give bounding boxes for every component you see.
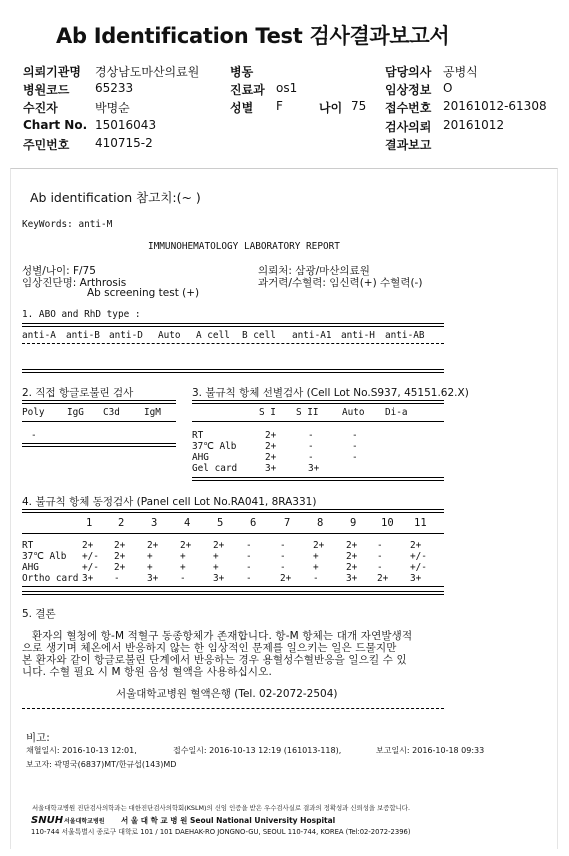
s4-rule-bottom-1 xyxy=(22,586,444,587)
hospital-label: 의뢰기관명 xyxy=(23,65,81,79)
s4-col: 9 xyxy=(350,517,357,529)
s2-rule-mid xyxy=(22,421,176,422)
s5-line: 본 환자와 같이 항글로불린 단계에서 반응하는 경우 용혈성수혈반응을 일으킬 수 있 xyxy=(22,654,407,666)
sex-age: 성별/나이: F/75 xyxy=(22,265,96,277)
s1-rule-mid xyxy=(22,343,444,344)
clinical-label: 임상정보 xyxy=(385,83,432,97)
s4-cell: - xyxy=(246,540,252,551)
sex-label: 성별 xyxy=(230,101,254,115)
s3-col: Auto xyxy=(342,407,365,418)
s5-line: 니다. 수혈 필요 시 M 항원 음성 혈액을 사용하십시오. xyxy=(22,666,272,678)
s4-cell: - xyxy=(313,573,319,584)
s4-cell: - xyxy=(180,573,186,584)
s4-cell: + xyxy=(313,551,319,562)
s5-title: 5. 결론 xyxy=(22,608,56,620)
s4-cell: 2+ xyxy=(346,540,358,551)
age-value: 75 xyxy=(351,99,367,113)
s4-cell: 3+ xyxy=(213,573,225,584)
lab-signature: 서울대학교병원 혈액은행 (Tel. 02-2072-2504) xyxy=(116,688,338,700)
s1-col: Auto xyxy=(158,330,181,341)
remarks-label: 비고: xyxy=(26,732,50,744)
ward-label: 병동 xyxy=(230,65,254,79)
s1-col: B cell xyxy=(242,330,276,341)
s3-cell: - xyxy=(308,441,314,452)
s4-cell: 3+ xyxy=(346,573,358,584)
s4-cell: + xyxy=(147,551,153,562)
s4-cell: - xyxy=(377,562,383,573)
s4-row-label: 37℃ Alb xyxy=(22,551,67,562)
s3-row-label: 37℃ Alb xyxy=(192,441,237,452)
s3-cell: 3+ xyxy=(308,463,320,474)
s3-cell: 2+ xyxy=(265,430,277,441)
s3-cell: 3+ xyxy=(265,463,277,474)
s3-cell: - xyxy=(352,452,358,463)
lab-title: IMMUNOHEMATOLOGY LABORATORY REPORT xyxy=(148,241,340,252)
s4-col: 3 xyxy=(151,517,158,529)
s4-cell: +/- xyxy=(410,551,427,562)
s4-cell: - xyxy=(377,551,383,562)
s4-col: 6 xyxy=(250,517,257,529)
s4-col: 8 xyxy=(317,517,324,529)
chart-value: 15016043 xyxy=(95,118,157,132)
s3-row-label: RT xyxy=(192,430,204,441)
s2-col: IgM xyxy=(144,407,161,418)
s4-row-label: RT xyxy=(22,540,34,551)
s4-cell: +/- xyxy=(82,562,99,573)
s1-col: anti-D xyxy=(109,330,143,341)
s1-col: anti-B xyxy=(66,330,100,341)
result-label: 결과보고 xyxy=(385,138,432,152)
snuh-logo: SNUH xyxy=(31,815,64,826)
s4-col: 11 xyxy=(414,517,427,529)
collect-date: 채혈일시: 2016-10-13 12:01, xyxy=(26,746,137,755)
s3-col: S II xyxy=(296,407,319,418)
s2-title: 2. 직접 항글로불린 검사 xyxy=(22,387,134,399)
s3-rule-top xyxy=(192,400,444,404)
receive-date: 접수일시: 2016-10-13 12:19 (161013-118), xyxy=(173,746,342,755)
s1-title: 1. ABO and RhD type : xyxy=(22,309,141,320)
clinical-value: O xyxy=(443,81,453,95)
s4-cell: 2+ xyxy=(147,540,159,551)
s1-col: anti-A xyxy=(22,330,56,341)
s2-col: IgG xyxy=(67,407,84,418)
s4-cell: - xyxy=(280,551,286,562)
s4-cell: 2+ xyxy=(213,540,225,551)
s4-cell: - xyxy=(280,562,286,573)
s4-col: 10 xyxy=(381,517,394,529)
s3-col: Di-a xyxy=(385,407,408,418)
requester: 의뢰처: 삼광/마산의료원 xyxy=(258,265,370,277)
s4-cell: + xyxy=(180,562,186,573)
address: 110-744 서울특별시 종로구 대학로 101 / 101 DAEHAK-RO JONGNO-GU, SEOUL 110-744, KOREA (Tel:02-2072-2396) xyxy=(31,828,411,836)
s4-row-label: AHG xyxy=(22,562,39,573)
s5-line: 으로 생기며 체온에서 반응하지 않는 한 임상적인 문제를 일으키는 일은 드물지만 xyxy=(22,642,397,654)
rrn-value: 410715-2 xyxy=(95,136,153,150)
s4-cell: + xyxy=(213,562,219,573)
s3-title: 3. 불규칙 항체 선별검사 (Cell Lot No.S937, 45151.62.X) xyxy=(192,387,469,399)
s1-rule-bottom xyxy=(22,369,444,373)
s4-rule-top xyxy=(22,509,444,513)
s4-cell: 2+ xyxy=(346,562,358,573)
ref-title: Ab identification 참고치:(~ ) xyxy=(30,190,201,205)
code-value: 65233 xyxy=(95,81,134,95)
rrn-label: 주민번호 xyxy=(23,138,70,152)
patient-value: 박명순 xyxy=(95,101,130,115)
s1-col: anti-H xyxy=(341,330,375,341)
receipt-value: 20161012-61308 xyxy=(443,99,547,113)
s3-cell: 2+ xyxy=(265,441,277,452)
s4-cell: 2+ xyxy=(280,573,292,584)
s4-cell: - xyxy=(246,573,252,584)
s4-cell: 2+ xyxy=(377,573,389,584)
s4-cell: 3+ xyxy=(82,573,94,584)
s4-cell: 2+ xyxy=(410,540,422,551)
s1-col: anti-A1 xyxy=(292,330,332,341)
s4-cell: - xyxy=(377,540,383,551)
s4-cell: 3+ xyxy=(410,573,422,584)
history: 과거력/수혈력: 임신력(+) 수혈력(-) xyxy=(258,277,423,289)
doctor-label: 담당의사 xyxy=(385,65,432,79)
receipt-label: 접수번호 xyxy=(385,101,432,115)
s4-cell: 2+ xyxy=(114,562,126,573)
s3-rule-bottom xyxy=(192,477,444,481)
patient-label: 수진자 xyxy=(23,101,58,115)
s4-col: 4 xyxy=(184,517,191,529)
page-title: Ab Identification Test 검사결과보고서 xyxy=(56,24,450,48)
s2-value: - xyxy=(31,430,37,441)
s1-rule-top xyxy=(22,323,444,327)
request-label: 검사의뢰 xyxy=(385,120,432,134)
s4-cell: + xyxy=(147,562,153,573)
s4-title: 4. 불규칙 항체 동정검사 (Panel cell Lot No.RA041, 8RA331) xyxy=(22,496,317,508)
s4-cell: 3+ xyxy=(147,573,159,584)
s3-rule-mid xyxy=(192,421,444,422)
s4-cell: - xyxy=(246,562,252,573)
certification: 서울대학교병원 진단검사의학과는 대한진단검사의학회(KSLM)의 신임 인증을 받은 우수검사실로 결과의 정확성과 신뢰성을 보증합니다. xyxy=(32,804,411,812)
s4-cell: 2+ xyxy=(313,540,325,551)
doctor-value: 공병식 xyxy=(443,65,478,79)
s4-cell: + xyxy=(313,562,319,573)
signature-rule xyxy=(22,708,444,709)
s4-rule-mid xyxy=(22,533,444,534)
request-value: 20161012 xyxy=(443,118,505,132)
s1-col: A cell xyxy=(196,330,230,341)
s4-cell: +/- xyxy=(82,551,99,562)
s2-col: Poly xyxy=(22,407,45,418)
s5-line: 환자의 혈청에 항-M 적혈구 동종항체가 존재합니다. 항-M 항체는 대개 자연발생적 xyxy=(32,630,413,642)
s2-rule-top xyxy=(22,400,176,404)
hospital-value: 경상남도마산의료원 xyxy=(95,65,200,79)
s3-col: S I xyxy=(259,407,276,418)
s4-col: 2 xyxy=(118,517,125,529)
s4-cell: + xyxy=(213,551,219,562)
age-label: 나이 xyxy=(319,101,343,115)
sex-value: F xyxy=(276,99,283,113)
dept-label: 진료과 xyxy=(230,83,265,97)
s4-cell: + xyxy=(180,551,186,562)
s3-row-label: AHG xyxy=(192,452,209,463)
s4-cell: 2+ xyxy=(114,540,126,551)
s4-cell: 2+ xyxy=(180,540,192,551)
code-label: 병원코드 xyxy=(23,83,70,97)
s4-row-label: Ortho card xyxy=(22,573,79,584)
screening: Ab screening test (+) xyxy=(87,287,200,299)
dept-value: os1 xyxy=(276,81,298,95)
s2-rule-bottom xyxy=(22,443,176,447)
s4-cell: +/- xyxy=(410,562,427,573)
s2-col: C3d xyxy=(103,407,120,418)
s3-cell: 2+ xyxy=(265,452,277,463)
s4-cell: 2+ xyxy=(114,551,126,562)
s4-cell: - xyxy=(114,573,120,584)
s3-cell: - xyxy=(352,441,358,452)
s4-cell: - xyxy=(246,551,252,562)
hospital-name: 서 울 대 학 교 병 원 Seoul National University Hospital xyxy=(121,816,336,825)
diagnosis: 임상진단명: Arthrosis xyxy=(22,277,127,289)
s1-col: anti-AB xyxy=(385,330,425,341)
snuh-logo-kr: 서울대학교병원 xyxy=(64,818,105,825)
s3-cell: - xyxy=(308,452,314,463)
s4-rule-bottom-2 xyxy=(22,591,444,595)
report-date: 보고일시: 2016-10-18 09:33 xyxy=(376,746,485,755)
s4-cell: 2+ xyxy=(82,540,94,551)
s4-cell: - xyxy=(280,540,286,551)
s3-row-label: Gel card xyxy=(192,463,238,474)
reporter: 보고자: 곽명국(6837)MT/한규섭(143)MD xyxy=(26,760,177,769)
s3-cell: - xyxy=(308,430,314,441)
keywords: KeyWords: anti-M xyxy=(22,219,113,230)
s4-col: 1 xyxy=(86,517,93,529)
s4-col: 7 xyxy=(284,517,291,529)
chart-label: Chart No. xyxy=(23,118,88,132)
s3-cell: - xyxy=(352,430,358,441)
s4-cell: 2+ xyxy=(346,551,358,562)
s4-col: 5 xyxy=(217,517,224,529)
